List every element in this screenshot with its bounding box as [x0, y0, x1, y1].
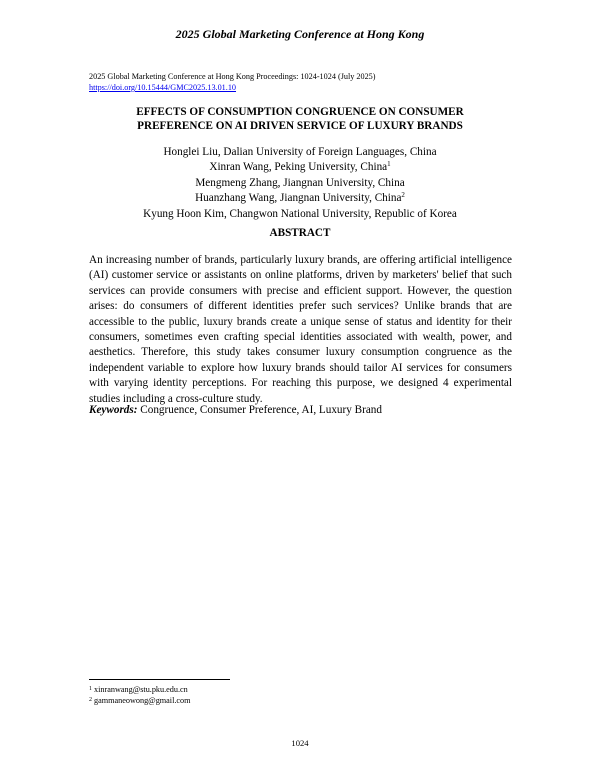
author-line: Huanzhang Wang, Jiangnan University, China$^2$ — [195, 191, 405, 205]
footnote-mark: 2 — [89, 697, 92, 703]
paper-title — [60, 105, 540, 133]
proceedings-citation: 2025 Global Marketing Conference at Hong Kong Proceedings: 1024-1024 (July 2025) — [89, 72, 376, 81]
keywords — [89, 403, 512, 418]
footnotes — [89, 684, 191, 706]
footnote-email: xinranwang@stu.pku.edu.cn — [92, 685, 188, 694]
footnote — [89, 684, 191, 695]
proceedings-info — [89, 71, 376, 93]
abstract-body: An increasing number of brands, particularly luxury brands, are offering artificial intelligence (AI) customer service or assistants on online platforms, driven by marketers' belief that such services can provide consumers with precise and efficient support. However, the question arises: do consumers of different identities prefer such services? Unlike brands that are accessible to the public, luxury brands create a unique sense of status and identity for their consumers, sometimes even crafting special identities associated with wealth, power, and aesthetics. Therefore, this study takes consumer luxury consumption congruence as the independent variable to explore how luxury brands should tailor AI services for consumers with varying identity perceptions. For reaching this purpose, we designed 4 experimental studies including a cross-culture study. — [89, 254, 512, 405]
keywords-label: Keywords: — [89, 404, 138, 416]
footnote-mark: 1 — [387, 160, 391, 169]
paper-title-line-1: EFFECTS OF CONSUMPTION CONGRUENCE ON CONSUMER — [136, 106, 464, 118]
author-list — [60, 145, 540, 222]
page-number: 1024 — [291, 738, 309, 748]
footnote-email: gammaneowong@gmail.com — [92, 696, 191, 705]
footnote-divider — [89, 679, 230, 680]
doi-link[interactable]: https://doi.org/10.15444/GMC2025.13.01.10 — [89, 83, 237, 92]
footnote-mark: 2 — [401, 191, 405, 200]
author-line: Honglei Liu, Dalian University of Foreign Languages, China — [163, 146, 437, 158]
abstract-heading: ABSTRACT — [269, 227, 331, 239]
running-header: 2025 Global Marketing Conference at Hong Kong — [175, 27, 425, 41]
author-line: Mengmeng Zhang, Jiangnan University, China — [195, 176, 405, 189]
footnote-mark: 1 — [89, 686, 92, 692]
author-line: Xinran Wang, Peking University, China$^1$ — [209, 160, 391, 174]
footnote — [89, 695, 191, 706]
paper-title-line-2: PREFERENCE ON AI DRIVEN SERVICE OF LUXURY BRANDS — [137, 120, 463, 132]
keywords-text: Congruence, Consumer Preference, AI, Luxury Brand — [137, 404, 382, 416]
author-line: Kyung Hoon Kim, Changwon National University, Republic of Korea — [143, 207, 457, 220]
